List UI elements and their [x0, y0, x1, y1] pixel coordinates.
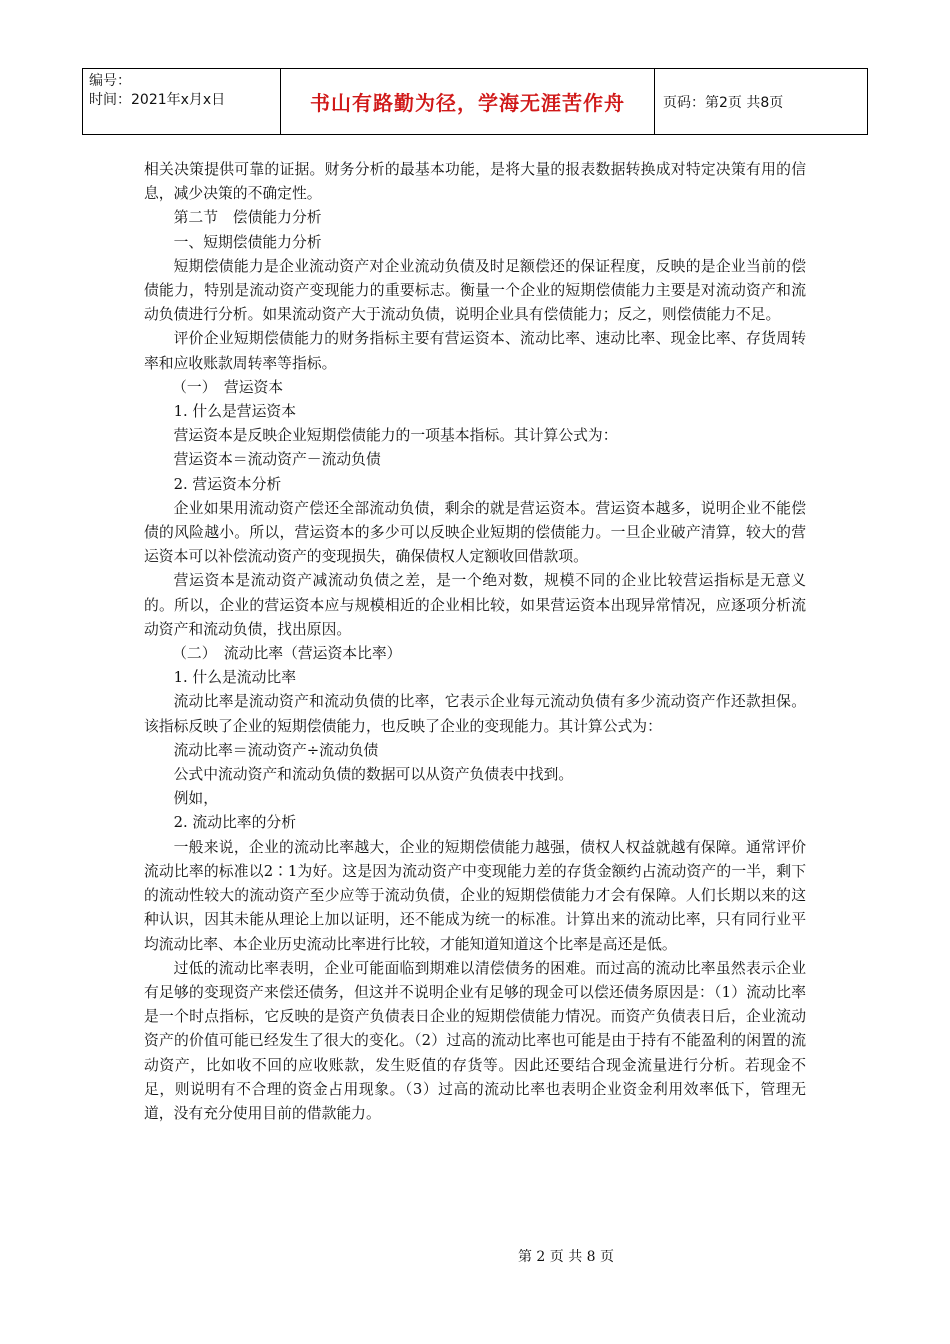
body-paragraph: 流动比率是流动资产和流动负债的比率，它表示企业每元流动负债有多少流动资产作还款担保。该指标反映了企业的短期偿债能力，也反映了企业的变现能力。其计算公式为：: [144, 693, 806, 735]
document-number-label: 编号：: [89, 73, 131, 89]
subsection-heading: （一） 营运资本: [172, 378, 284, 396]
page-header: [82, 68, 868, 135]
header-page-info: 页码：第2页 共8页: [663, 94, 784, 111]
heading-line: 2. 流动比率的分析: [173, 814, 296, 832]
body-paragraph: 相关决策提供可靠的证据。财务分析的最基本功能，是将大量的报表数据转换成对特定决策有用的信息，减少决策的不确定性。: [144, 161, 806, 203]
document-body: [144, 158, 806, 1126]
body-paragraph: 企业如果用流动资产偿还全部流动负债，剩余的就是营运资本。营运资本越多，说明企业不能偿债的风险越小。所以，营运资本的多少可以反映企业短期的偿债能力。一旦企业破产清算，较大的营运资本可以补偿流动资产的变现损失，确保债权人定额收回借款项。: [144, 499, 806, 566]
body-paragraph: 营运资本是流动资产减流动负债之差，是一个绝对数，规模不同的企业比较营运指标是无意义的。所以，企业的营运资本应与规模相近的企业相比较，如果营运资本出现异常情况，应逐项分析流动资产和流动负债，找出原因。: [144, 572, 806, 638]
heading-line: 1. 什么是营运资本: [173, 403, 296, 421]
body-paragraph: 公式中流动资产和流动负债的数据可以从资产负债表中找到。: [173, 766, 574, 784]
heading-line: 第二节 偿债能力分析: [173, 209, 322, 227]
header-meta: [83, 69, 281, 134]
body-paragraph: 评价企业短期偿债能力的财务指标主要有营运资本、流动比率、速动比率、现金比率、存货周转率和应收账款周转率等指标。: [144, 330, 806, 372]
heading-line: 2. 营运资本分析: [173, 475, 282, 493]
body-paragraph: 短期偿债能力是企业流动资产对企业流动负债及时足额偿还的保证程度，反映的是企业当前的偿债能力，特别是流动资产变现能力的重要标志。衡量一个企业的短期偿债能力主要是对流动资产和流动负债进行分析。如果流动资产大于流动负债，说明企业具有偿债能力；反之，则偿债能力不足。: [144, 257, 806, 324]
heading-line: 例如，: [173, 790, 218, 808]
heading-line: 流动比率＝流动资产÷流动负债: [173, 741, 379, 759]
document-date-label: 时间：2021年x月x日: [89, 92, 226, 108]
heading-line: 1. 什么是流动比率: [173, 669, 296, 687]
body-paragraph: 一般来说，企业的流动比率越大，企业的短期偿债能力越强，债权人权益就越有保障。通常评价流动比率的标准以2∶1为好。这是因为流动资产中变现能力差的存货金额约占流动资产的一半，剩下的流动性较大的流动资产至少应等于流动负债，企业的短期偿债能力才会有保障。人们长期以来的这种认识，因其未能从理论上加以证明，还不能成为统一的标准。计算出来的流动比率，只有同行业平均流动比率、本企业历史流动比率进行比较，才能知道知道这个比率是高还是低。: [144, 838, 806, 953]
header-slogan-cell: [281, 69, 655, 134]
header-slogan: 书山有路勤为径，学海无涯苦作舟: [310, 91, 625, 115]
body-paragraph: 过低的流动比率表明，企业可能面临到期难以清偿债务的困难。而过高的流动比率虽然表示企业有足够的变现资产来偿还债务，但这并不说明企业有足够的现金可以偿还债务原因是：（1）流动比率是一个时点指标，它反映的是资产负债表日企业的短期偿债能力情况。而资产负债表日后，企业流动资产的价值可能已经发生了很大的变化。（2）过高的流动比率也可能是由于持有不能盈利的闲置的流动资产，比如收不回的应收账款，发生贬值的存货等。因此还要结合现金流量进行分析。若现金不足，则说明有不合理的资金占用现象。（3）过高的流动比率也表明企业资金利用效率低下，管理无道，没有充分使用目前的借款能力。: [144, 959, 806, 1122]
page-footer: 第 2 页 共 8 页: [517, 1249, 615, 1265]
body-paragraph: 营运资本是反映企业短期偿债能力的一项基本指标。其计算公式为：: [173, 427, 618, 445]
heading-line: 营运资本＝流动资产－流动负债: [173, 451, 381, 469]
heading-line: 一、短期偿债能力分析: [173, 233, 322, 251]
subsection-heading: （二） 流动比率（营运资本比率）: [172, 645, 402, 663]
